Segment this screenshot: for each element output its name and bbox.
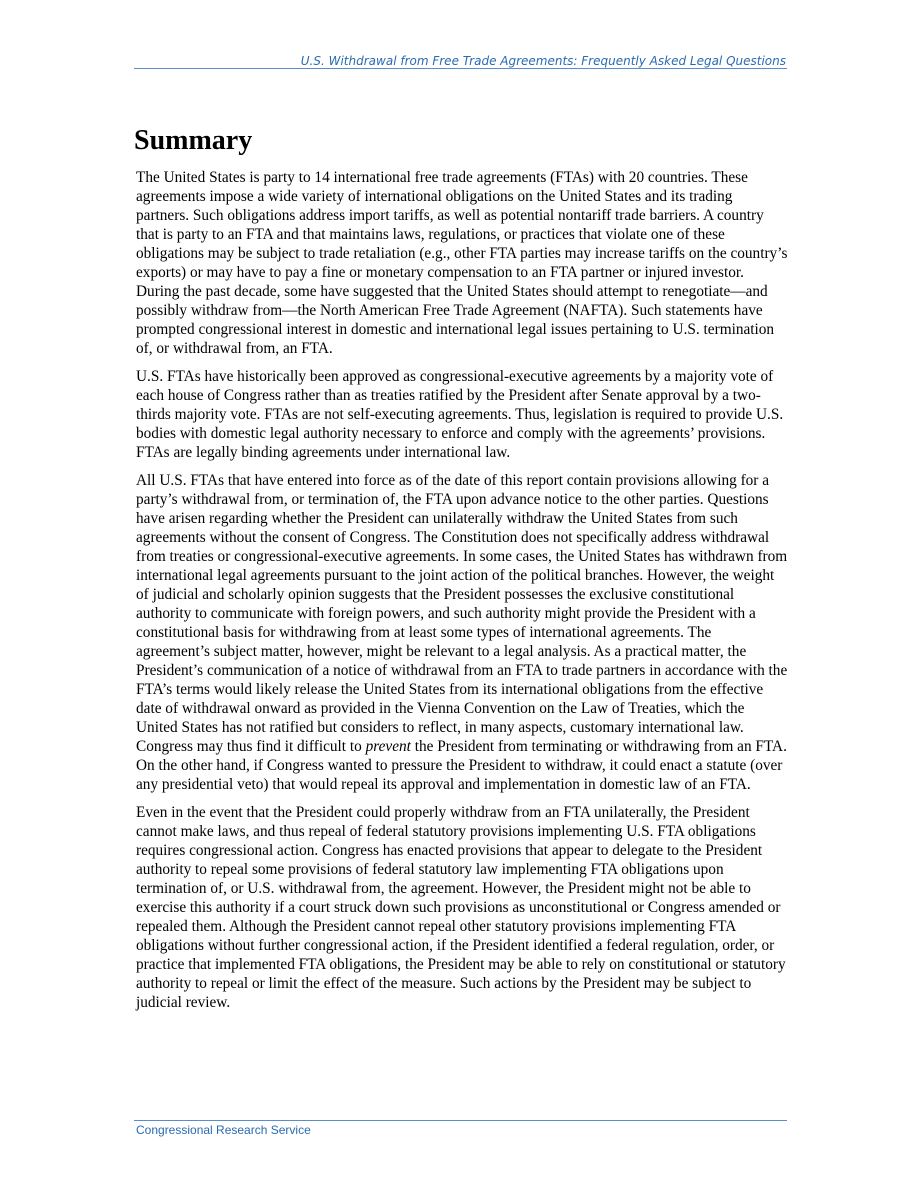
paragraph-1: The United States is party to 14 international free trade agreements (FTAs) with 20 countries. These agreements impose a wide variety of international obligations on the United States and its trading partners. Such obligations address import tariffs, as well as potential nontariff trade barriers. A country that is party to an FTA and that maintains laws, regulations, or practices that violate one of these obligations may be subject to trade retaliation (e.g., other FTA parties may increase tariffs on the country’s exports) or may have to pay a fine or monetary compensation to an FTA partner or injured investor. During the past decade, some have suggested that the United States should attempt to renegotiate—and possibly withdraw from—the North American Free Trade Agreement (NAFTA). Such statements have prompted congressional interest in domestic and international legal issues pertaining to U.S. termination of, or withdrawal from, an FTA.: [136, 169, 788, 357]
paragraph-3-text-after: the President from terminating or withdrawing from an FTA. On the other hand, if Congress wanted to pressure the President to withdraw, it could enact a statute (over any presidential veto) that would repeal its approval and implementation in domestic law of an FTA.: [136, 738, 787, 793]
header-divider: [134, 68, 787, 69]
summary-body: [136, 168, 788, 1021]
section-title: Summary: [134, 125, 253, 156]
paragraph-3-emphasis: prevent: [365, 738, 411, 755]
footer-divider: [134, 1120, 787, 1121]
footer-organization: Congressional Research Service: [136, 1123, 311, 1137]
paragraph-2: U.S. FTAs have historically been approved as congressional-executive agreements by a majority vote of each house of Congress rather than as treaties ratified by the President after Senate approval by a two-thirds majority vote. FTAs are not self-executing agreements. Thus, legislation is required to provide U.S. bodies with domestic legal authority necessary to enforce and comply with the agreements’ provisions. FTAs are legally binding agreements under international law.: [136, 368, 784, 461]
paragraph-4: Even in the event that the President could properly withdraw from an FTA unilaterally, the President cannot make laws, and thus repeal of federal statutory provisions implementing U.S. FTA obligations requires congressional action. Congress has enacted provisions that appear to delegate to the President authority to repeal some provisions of federal statutory law implementing FTA obligations upon termination of, or U.S. withdrawal from, the agreement. However, the President might not be able to exercise this authority if a court struck down such provisions as unconstitutional or Congress amended or repealed them. Although the President cannot repeal other statutory provisions implementing FTA obligations without further congressional action, if the President identified a federal regulation, order, or practice that implemented FTA obligations, the President may be able to rely on constitutional or statutory authority to repeal or limit the effect of the measure. Such actions by the President may be subject to judicial review.: [136, 804, 786, 1011]
paragraph-3-text-before: All U.S. FTAs that have entered into force as of the date of this report contain provisions allowing for a party’s withdrawal from, or termination of, the FTA upon advance notice to the other parties. Questions have arisen regarding whether the President can unilaterally withdraw the United States from such agreements without the consent of Congress. The Constitution does not specifically address withdrawal from treaties or congressional-executive agreements. In some cases, the United States has withdrawn from international legal agreements pursuant to the joint action of the political branches. However, the weight of judicial and scholarly opinion suggests that the President possesses the exclusive constitutional authority to communicate with foreign powers, and such authority might provide the President with a constitutional basis for withdrawing from at least some types of international agreements. The agreement’s subject matter, however, might be relevant to a legal analysis. As a practical matter, the President’s communication of a notice of withdrawal from an FTA to trade partners in accordance with the FTA’s terms would likely release the United States from its international obligations from the effective date of withdrawal onward as provided in the Vienna Convention on the Law of Treaties, which the United States has not ratified but considers to reflect, in many aspects, customary international law. Congress may thus find it difficult to: [136, 472, 788, 755]
running-header: U.S. Withdrawal from Free Trade Agreements: Frequently Asked Legal Questions: [300, 54, 786, 68]
paragraph-3: [136, 471, 788, 794]
